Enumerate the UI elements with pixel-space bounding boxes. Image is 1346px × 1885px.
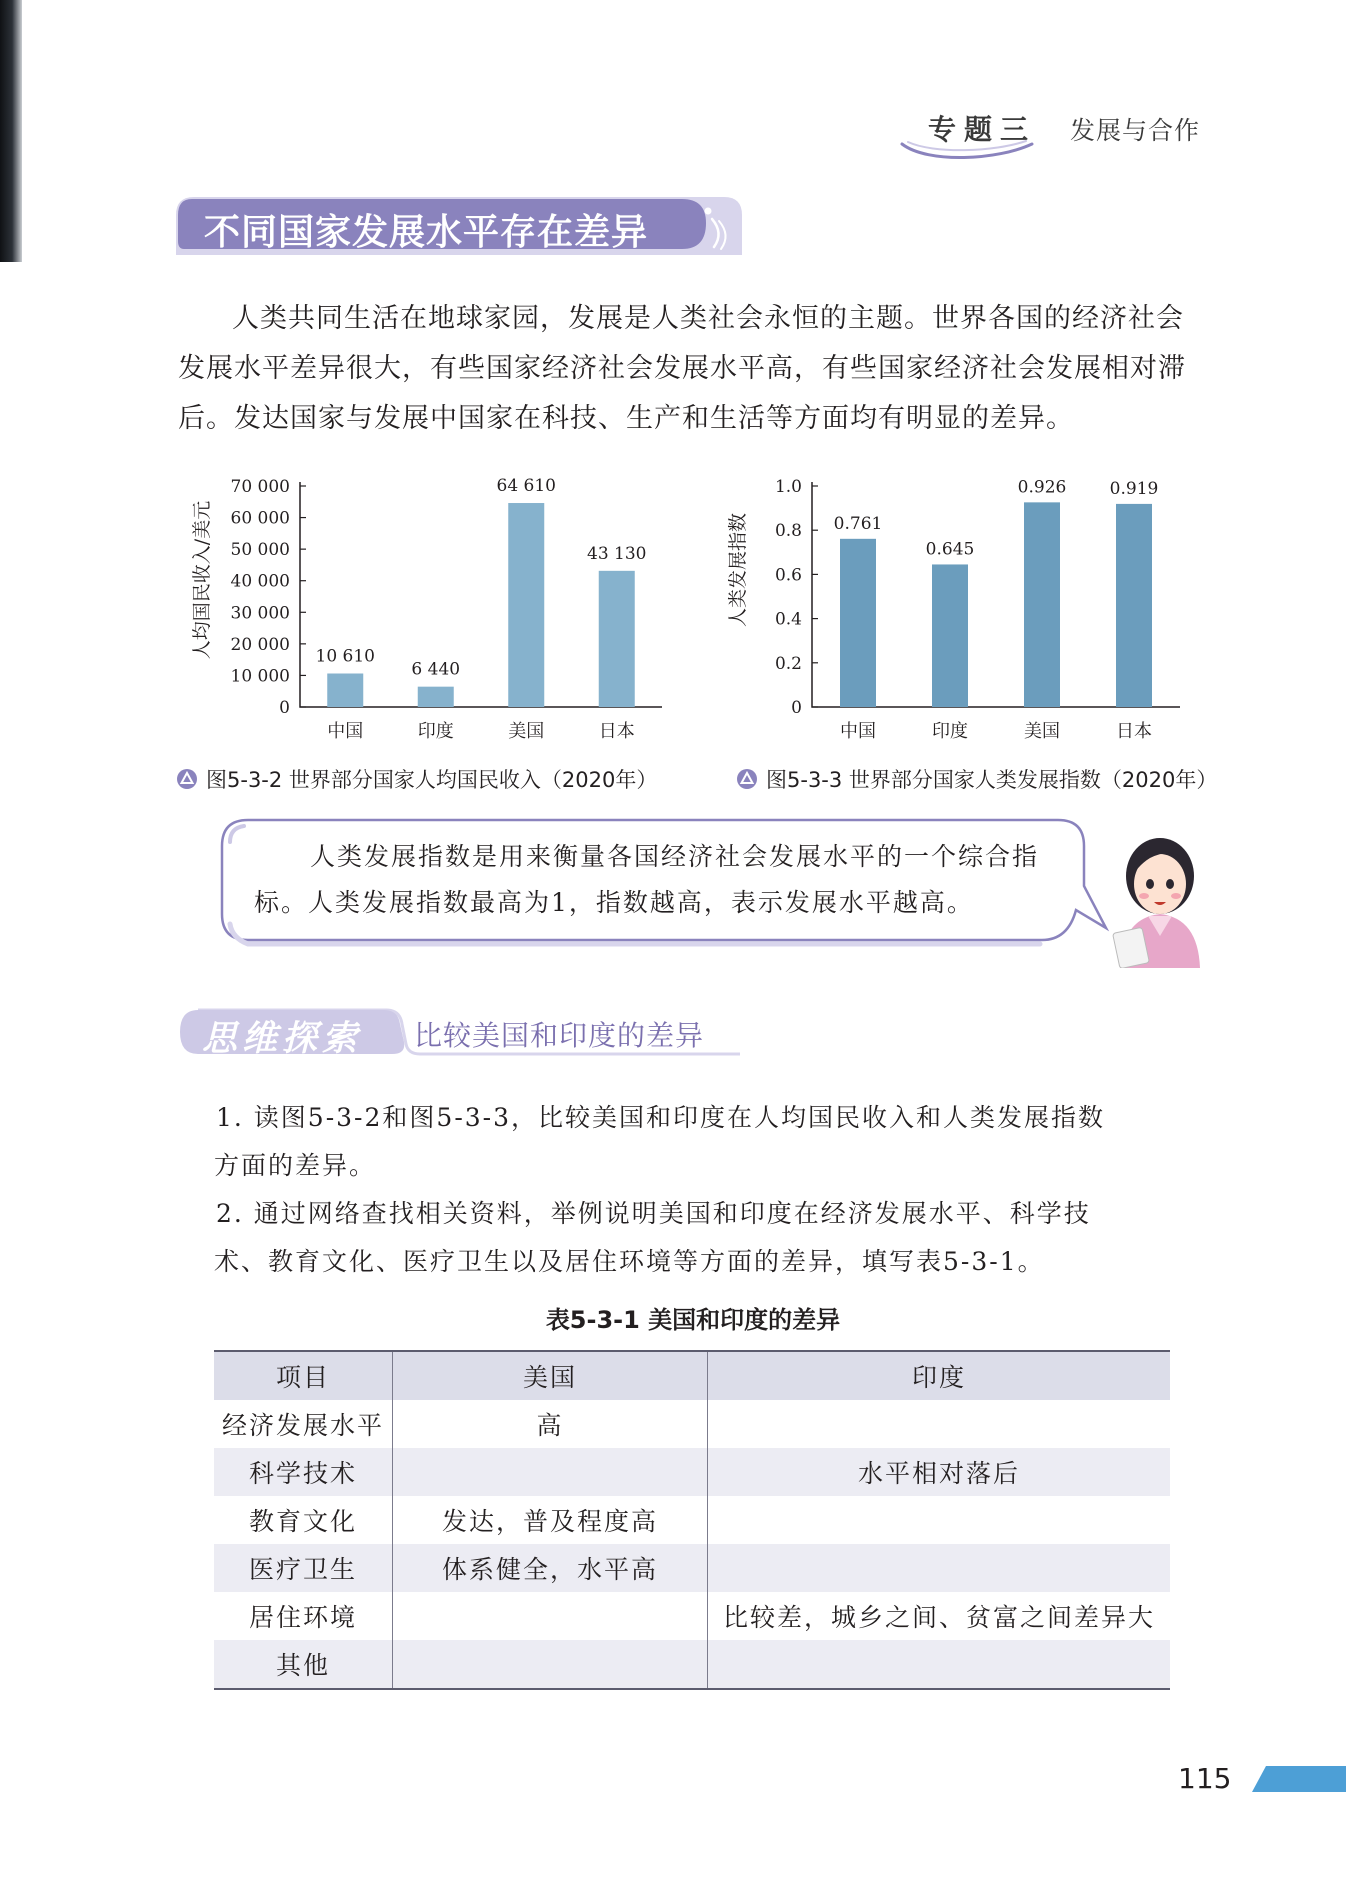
table-row	[214, 1544, 1170, 1592]
data-label-1: 0.645	[925, 539, 975, 560]
bar-3	[1116, 504, 1152, 707]
table-cell: 比较差，城乡之间、贫富之间差异大	[722, 1603, 1155, 1632]
table-cell: 体系健全，水平高	[393, 1544, 708, 1592]
table-header-row	[214, 1351, 1170, 1400]
table-cell: 发达，普及程度高	[393, 1496, 708, 1544]
unit-number: 专题三	[927, 113, 1036, 146]
speech-bubble-text: 人类发展指数是用来衡量各国经济社会发展水平的一个综合指标。人类发展指数最高为1，指数越高，表示发展水平越高。	[254, 842, 1040, 917]
table-header-india: 印度	[911, 1363, 966, 1392]
bar-2	[1024, 502, 1060, 707]
figure-caption-hdi-text: 图5-3-3 世界部分国家人类发展指数（2020年）	[766, 768, 1218, 792]
category-label-2: 美国	[508, 721, 545, 740]
figure-caption-hdi	[736, 764, 1217, 794]
table-cell	[708, 1544, 1171, 1592]
category-label-0: 中国	[840, 721, 876, 740]
table-cell: 教育文化	[214, 1496, 393, 1544]
y-tick-label: 0.6	[774, 565, 802, 586]
table-row	[214, 1592, 1170, 1640]
y-tick-label: 70 000	[230, 477, 290, 497]
bar-2	[508, 503, 544, 707]
table-cell: 其他	[214, 1640, 393, 1689]
category-label-3: 日本	[598, 721, 635, 740]
unit-title: 发展与合作	[1069, 116, 1200, 145]
comparison-table	[214, 1350, 1170, 1690]
table-cell: 经济发展水平	[214, 1400, 393, 1448]
figure-caption-income-text: 图5-3-2 世界部分国家人均国民收入（2020年）	[206, 768, 658, 792]
table-cell: 医疗卫生	[214, 1544, 393, 1592]
category-label-0: 中国	[327, 721, 364, 740]
bar-0	[840, 539, 876, 707]
category-label-2: 美国	[1024, 721, 1060, 740]
category-label-1: 印度	[932, 721, 968, 740]
page-tab-marker	[1252, 1766, 1346, 1792]
table-cell	[393, 1592, 708, 1640]
table-cell: 科学技术	[214, 1448, 393, 1496]
y-tick-label: 0	[791, 698, 802, 718]
y-tick-label: 60 000	[230, 508, 290, 529]
y-tick-label: 50 000	[230, 540, 290, 561]
y-tick-label: 30 000	[230, 603, 290, 624]
income-chart-data-labels	[316, 476, 647, 680]
table-cell	[708, 1640, 1171, 1689]
hdi-chart-data-labels	[834, 477, 1159, 559]
table-cell	[393, 1448, 708, 1496]
data-label-2: 0.926	[1017, 477, 1067, 498]
teacher-avatar	[1110, 818, 1210, 968]
y-tick-label: 0	[279, 698, 290, 718]
figure-caption-income	[176, 764, 657, 794]
hdi-chart-y-axis-label: 人类发展指数	[727, 512, 749, 628]
question-2-line-1: 2. 通过网络查找相关资料，举例说明美国和印度在经济发展水平、科学技	[216, 1199, 1091, 1228]
question-2-line-2: 术、教育文化、医疗卫生以及居住环境等方面的差异，填写表5-3-1。	[214, 1247, 1045, 1276]
hdi-chart-category-labels	[840, 721, 1152, 740]
hdi-chart-bars	[840, 502, 1152, 707]
data-label-0: 0.761	[833, 513, 883, 534]
explore-label: 思维探索	[202, 1019, 363, 1059]
income-bar-chart	[180, 470, 680, 740]
question-1-line-1: 1. 读图5-3-2和图5-3-3，比较美国和印度在人均国民收入和人类发展指数	[216, 1103, 1106, 1132]
category-label-1: 印度	[417, 721, 454, 740]
table-row	[214, 1640, 1170, 1689]
y-tick-label: 20 000	[230, 634, 290, 655]
table-header-usa: 美国	[393, 1351, 708, 1400]
page-edge-strip	[0, 0, 22, 262]
question-2	[216, 1190, 1176, 1286]
bar-3	[599, 571, 635, 707]
table-cell	[708, 1400, 1171, 1448]
question-1-line-2: 方面的差异。	[214, 1151, 377, 1180]
y-tick-label: 10 000	[230, 666, 290, 687]
table-cell: 水平相对落后	[857, 1459, 1020, 1488]
header-swirl-decoration	[898, 138, 1038, 162]
income-chart-y-ticks	[231, 477, 306, 718]
category-label-3: 日本	[1116, 721, 1152, 740]
y-tick-label: 0.2	[774, 653, 802, 674]
bar-0	[327, 674, 363, 707]
explore-title: 比较美国和印度的差异	[414, 1019, 705, 1052]
data-label-3: 0.919	[1109, 478, 1159, 499]
question-1	[216, 1094, 1176, 1190]
y-tick-label: 0.8	[774, 521, 802, 542]
section-title: 不同国家发展水平存在差异	[204, 212, 649, 253]
data-label-2: 64 610	[496, 476, 556, 497]
page-number: 115	[1178, 1762, 1232, 1795]
y-tick-label: 1.0	[774, 477, 802, 497]
data-label-3: 43 130	[587, 543, 647, 564]
caption-triangle-icon	[736, 768, 758, 790]
bar-1	[418, 687, 454, 707]
table-row	[214, 1496, 1170, 1544]
table-row	[214, 1448, 1170, 1496]
table-cell: 高	[393, 1400, 708, 1448]
table-cell: 居住环境	[214, 1592, 393, 1640]
table-caption: 表5-3-1 美国和印度的差异	[545, 1306, 841, 1334]
y-tick-label: 0.4	[774, 609, 802, 630]
caption-triangle-icon	[176, 768, 198, 790]
income-chart-y-axis-label: 人均国民收入/美元	[191, 500, 213, 660]
table-cell	[708, 1496, 1171, 1544]
income-chart-bars	[327, 503, 635, 707]
table-cell	[393, 1640, 708, 1689]
data-label-0: 10 610	[315, 646, 375, 667]
table-header-item: 项目	[214, 1351, 393, 1400]
hdi-bar-chart	[720, 470, 1240, 740]
data-label-1: 6 440	[411, 659, 461, 680]
table-row	[214, 1400, 1170, 1448]
intro-paragraph: 人类共同生活在地球家园，发展是人类社会永恒的主题。世界各国的经济社会发展水平差异很大，有些国家经济社会发展水平高，有些国家经济社会发展相对滞后。发达国家与发展中国家在科技、生产和生活等方面均有明显的差异。	[178, 303, 1186, 434]
income-chart-category-labels	[327, 721, 635, 740]
bar-1	[932, 564, 968, 707]
y-tick-label: 40 000	[230, 571, 290, 592]
